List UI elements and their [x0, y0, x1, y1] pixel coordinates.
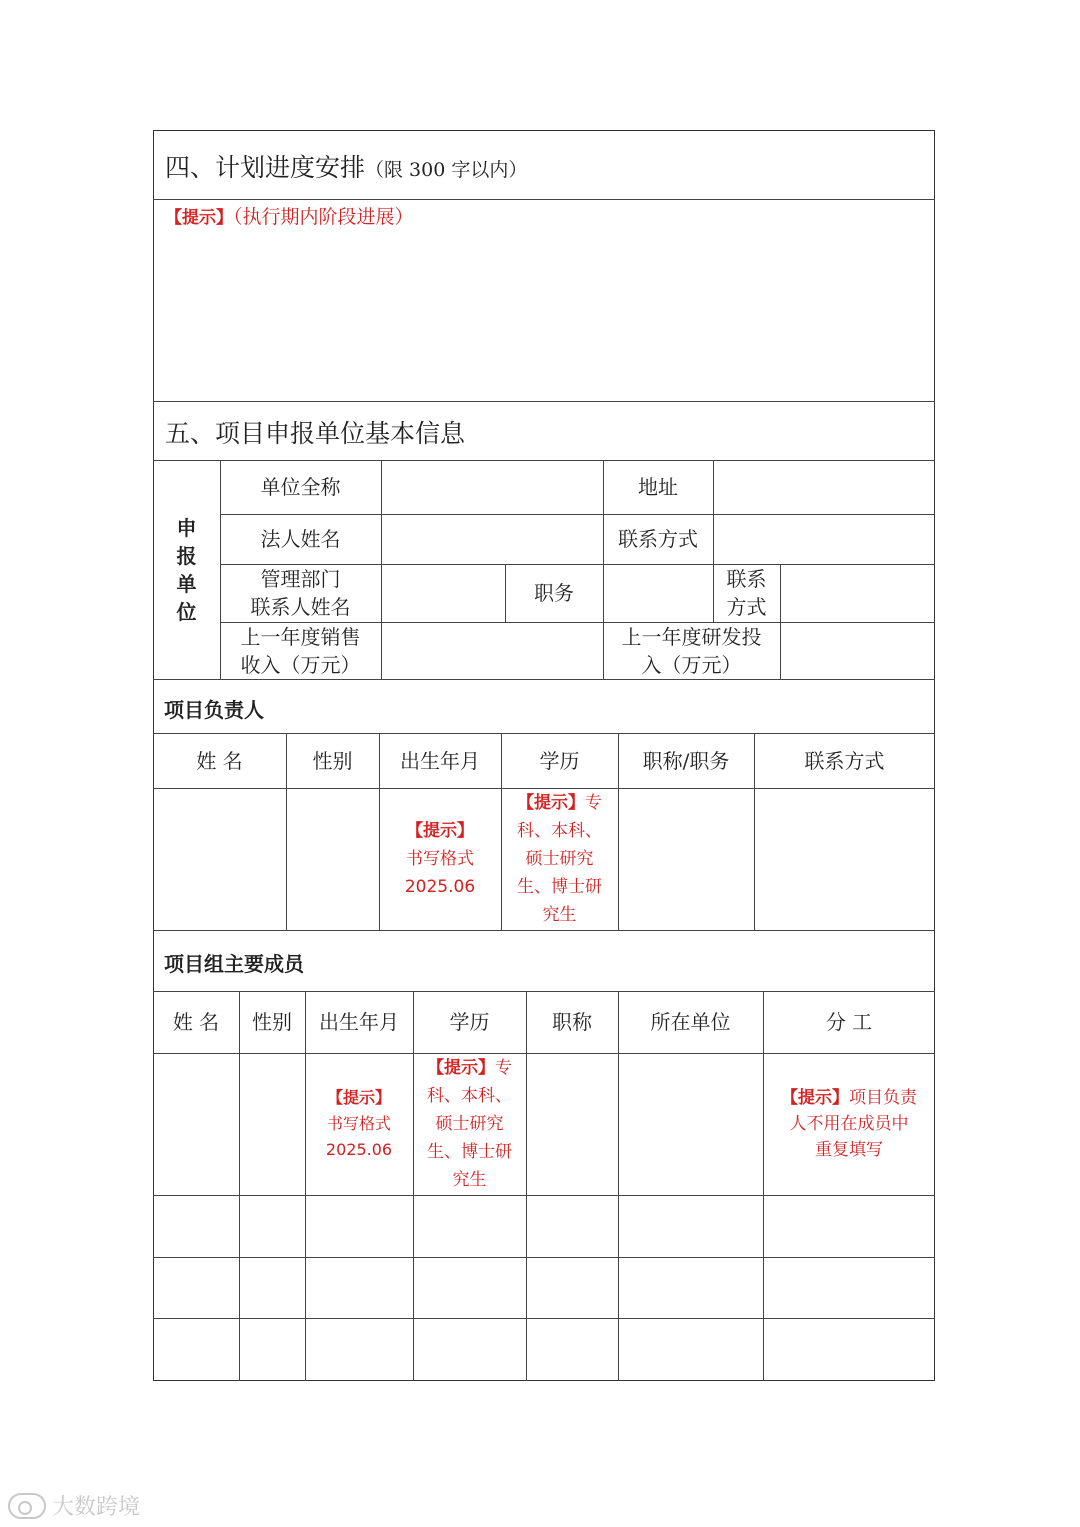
leader-header-name: 姓 名: [196, 748, 243, 773]
watermark-logo-icon: [8, 1493, 46, 1519]
section-4-title: 四、计划进度安排（限 300 字以内）: [165, 153, 528, 182]
watermark-text: 大数跨境: [52, 1495, 141, 1520]
members-header-unit: 所在单位: [650, 1010, 731, 1034]
sales-field[interactable]: [382, 623, 602, 678]
members-header-title: 职称: [552, 1010, 592, 1034]
mgmt-contact-field[interactable]: [382, 565, 504, 621]
members-header-birth: 出生年月: [319, 1010, 399, 1034]
unit-full-name-field[interactable]: [382, 461, 602, 513]
leader-header-title: 职称/职务: [642, 748, 730, 773]
leader-contact-field[interactable]: [755, 789, 934, 929]
mgmt-contact-method-field[interactable]: [781, 565, 934, 621]
leader-gender-field[interactable]: [287, 789, 378, 929]
legal-person-field[interactable]: [382, 515, 602, 563]
contact-field[interactable]: [714, 515, 934, 563]
members-empty-rows[interactable]: [154, 1196, 934, 1380]
members-header-name: 姓 名: [172, 1010, 220, 1034]
section-5-title: 五、项目申报单位基本信息: [165, 419, 466, 448]
address-field[interactable]: [714, 461, 934, 513]
leader-education-hint[interactable]: 【提示】专 科、本科、 硕士研究 生、博士研 究生: [517, 793, 602, 925]
divider: [153, 401, 935, 402]
section-4-hint: 【提示】（执行期内阶段进展）: [165, 206, 414, 228]
leader-header-birth: 出生年月: [400, 748, 480, 773]
leader-header-education: 学历: [539, 748, 580, 773]
leader-title-field[interactable]: [619, 789, 753, 929]
unit-full-name-label: 单位全称: [260, 475, 341, 499]
contact-label: 联系方式: [618, 527, 698, 551]
position-field[interactable]: [604, 565, 712, 621]
divider: [153, 679, 935, 680]
mgmt-contact-method-label: 联系 方式: [726, 567, 767, 619]
position-label: 职务: [534, 581, 574, 605]
watermark: [8, 1490, 140, 1521]
members-header-duty: 分 工: [825, 1010, 873, 1034]
leader-birth-hint[interactable]: 【提示】 书写格式 2025.06: [404, 821, 476, 897]
sales-label: 上一年度销售 收入（万元）: [240, 624, 361, 677]
leader-name-field[interactable]: [154, 789, 285, 929]
legal-person-label: 法人姓名: [260, 527, 341, 551]
members-header-gender: 性别: [252, 1010, 292, 1034]
members-birth-hint[interactable]: 【提示】 书写格式 2025.06: [325, 1088, 393, 1159]
leader-section-title: 项目负责人: [164, 698, 264, 722]
members-section-title: 项目组主要成员: [164, 952, 304, 976]
schedule-input-area[interactable]: [160, 232, 928, 394]
mgmt-contact-label: 管理部门 联系人姓名: [250, 567, 351, 619]
rd-investment-field[interactable]: [781, 623, 934, 678]
rd-investment-label: 上一年度研发投 入（万元）: [621, 624, 762, 677]
leader-header-contact: 联系方式: [804, 748, 885, 773]
divider: [153, 930, 935, 931]
leader-header-gender: 性别: [312, 748, 353, 773]
members-header-education: 学历: [449, 1010, 490, 1034]
applicant-side-label: 申 报 单 位: [176, 515, 197, 624]
address-label: 地址: [638, 475, 678, 499]
members-education-hint[interactable]: 【提示】专 科、本科、 硕士研究 生、博士研 究生: [427, 1058, 512, 1190]
divider: [153, 199, 935, 200]
members-duty-hint[interactable]: 【提示】项目负责 人不用在成员中 重复填写: [781, 1088, 917, 1160]
